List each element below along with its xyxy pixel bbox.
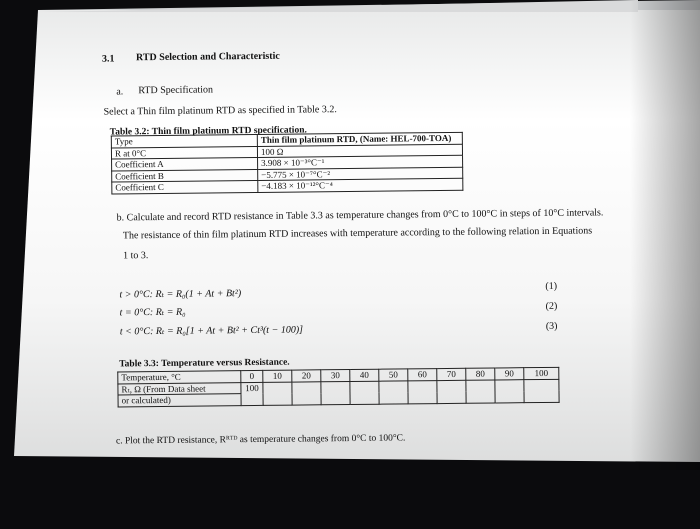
table-cell <box>379 380 408 403</box>
section-title: RTD Selection and Characteristic <box>135 50 280 64</box>
table-cell: −4.183 × 10⁻¹²°C⁻⁴ <box>258 178 463 192</box>
table-cell <box>263 382 292 405</box>
equation-1: t > 0°C: Rₜ = R₀(1 + At + Bt²) <box>119 288 242 301</box>
table-cell: Temperature, °C <box>118 371 241 384</box>
table-cell: R at 0°C <box>111 146 257 159</box>
part-c-instruction: c. Plot the RTD resistance, Rᴿᵀᴰ as temperature changes from 0°C to 100°C. <box>115 433 406 447</box>
equation-2-number: (2) <box>545 300 558 312</box>
subsection-letter: a. <box>116 86 124 98</box>
table-cell <box>350 381 379 404</box>
table-3-2-caption: Table 3.2: Thin film platinum RTD specification. <box>109 125 307 138</box>
table-cell: 20 <box>292 370 321 382</box>
table-cell <box>241 393 263 405</box>
subsection-title: RTD Specification <box>138 84 214 97</box>
select-instruction: Select a Thin film platinum RTD as specified in Table 3.2. <box>103 104 337 118</box>
table-cell: 3.908 × 10⁻³°C⁻¹ <box>258 155 463 169</box>
table-cell <box>524 379 559 402</box>
table-cell: Coefficient B <box>112 169 258 182</box>
table-cell: Coefficient A <box>112 157 258 170</box>
table-3-3 <box>117 367 559 407</box>
page-shadow <box>630 0 700 470</box>
part-b-text: The resistance of thin film platinum RTD increases with temperature according to the following relation in Equations <box>122 225 593 242</box>
table-cell: Rₜ, Ω (From Data sheet <box>118 382 241 395</box>
table-cell: 80 <box>466 368 495 380</box>
table-row <box>112 178 463 193</box>
table-3-2 <box>111 132 464 194</box>
equation-1-number: (1) <box>545 280 558 292</box>
table-cell: 100 <box>524 367 559 379</box>
section-number: 3.1 <box>101 53 115 65</box>
table-cell: Thin film platinum RTD, (Name: HEL-700-TOA) <box>257 132 462 146</box>
table-cell <box>321 381 350 404</box>
equation-3: t < 0°C: Rₜ = R₀[1 + At + Bt² + Ct³(t − 100)] <box>119 324 304 338</box>
table-cell <box>495 379 524 402</box>
table-cell <box>292 381 321 404</box>
table-cell: 50 <box>379 369 408 381</box>
table-cell: 60 <box>408 369 437 381</box>
table-cell: 100 Ω <box>257 144 462 158</box>
table-cell <box>437 380 466 403</box>
table-cell: −5.775 × 10⁻⁷°C⁻² <box>258 167 463 181</box>
table-cell: Type <box>111 134 257 147</box>
equation-2: t = 0°C: Rₜ = R₀ <box>119 306 186 319</box>
table-cell: 90 <box>495 368 524 380</box>
table-cell: 70 <box>437 368 466 380</box>
table-cell <box>408 380 437 403</box>
table-cell <box>466 379 495 402</box>
equation-3-number: (3) <box>545 320 558 332</box>
table-cell: 100 <box>241 382 263 394</box>
part-b-instruction: b. Calculate and record RTD resistance in Table 3.3 as temperature changes from 0°C to 100°C in steps of 10°C intervals. <box>116 207 604 224</box>
table-cell: 40 <box>350 369 379 381</box>
table-cell: or calculated) <box>118 394 241 407</box>
table-cell: 10 <box>263 370 292 382</box>
table-3-3-caption: Table 3.3: Temperature versus Resistance. <box>119 357 290 370</box>
table-cell: 30 <box>321 370 350 382</box>
part-b-text-end: 1 to 3. <box>122 250 149 262</box>
table-cell: Coefficient C <box>112 180 258 193</box>
table-cell: 0 <box>241 370 263 382</box>
